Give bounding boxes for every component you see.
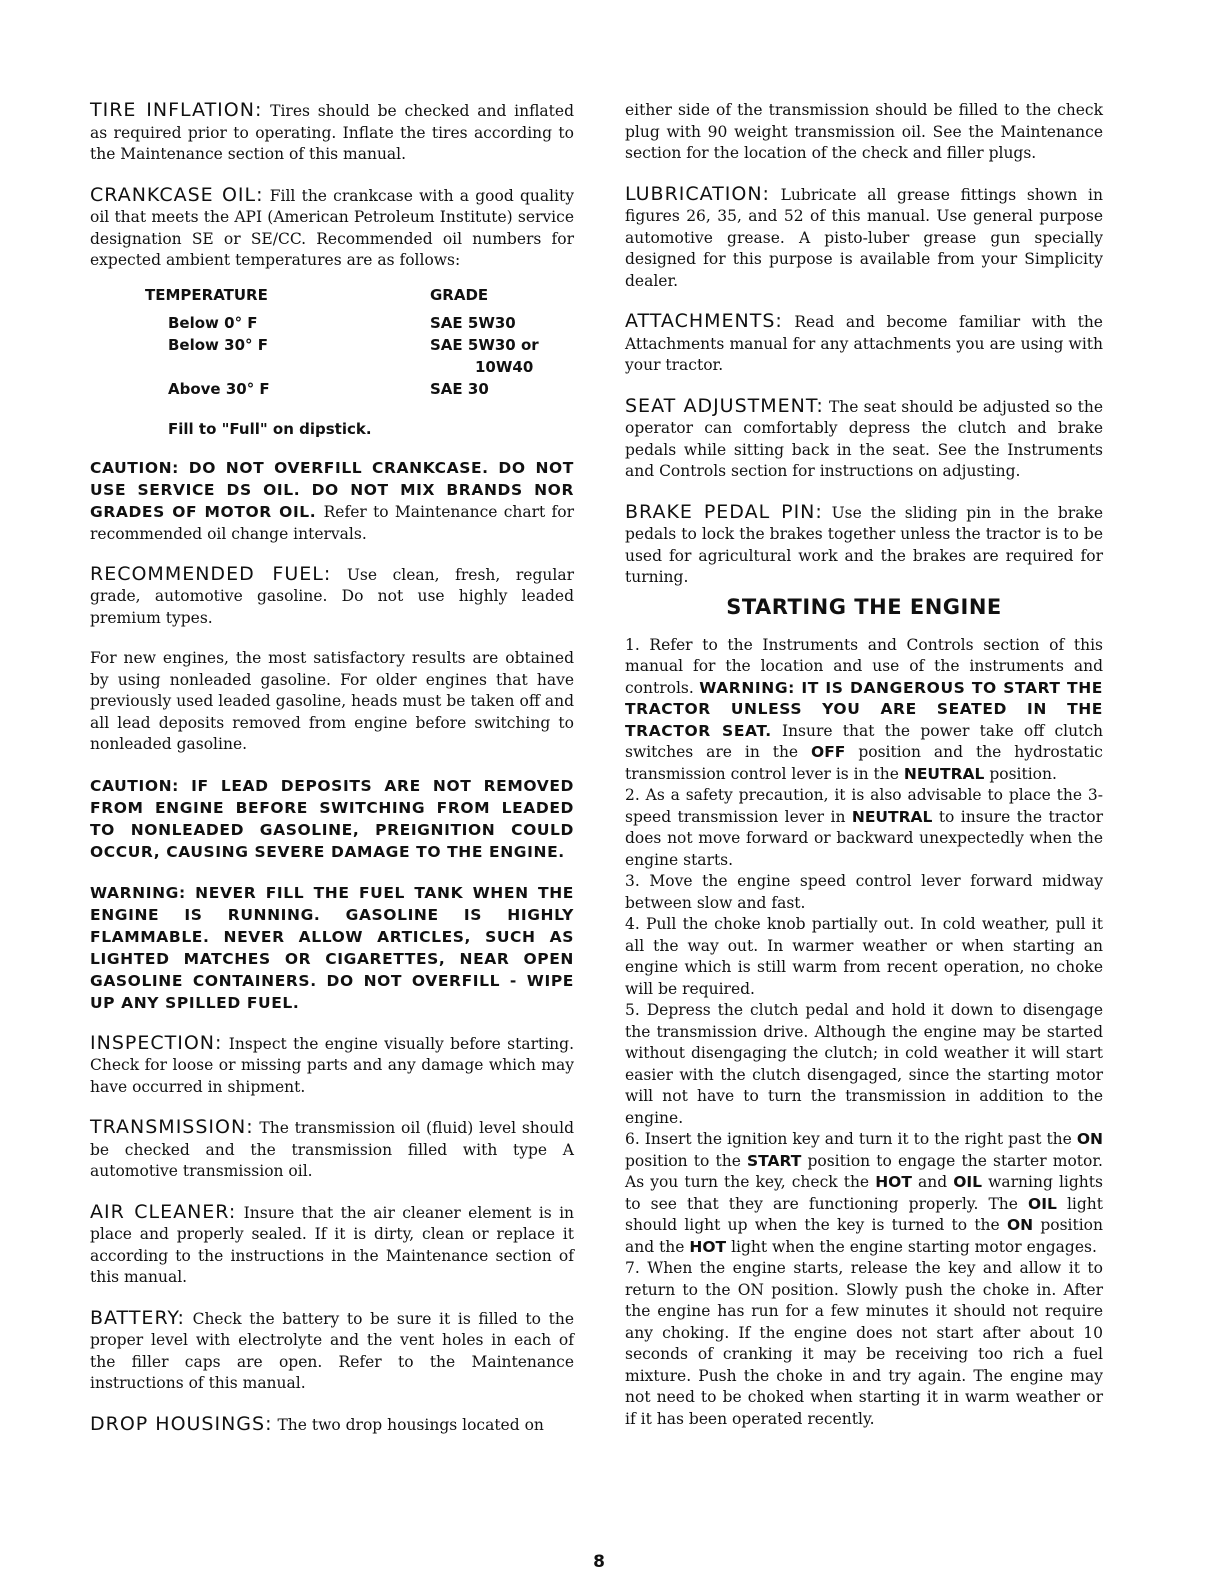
inspection-heading: INSPECTION: bbox=[90, 1031, 223, 1054]
attachments-text: Read and become familiar with the Attachments manual for any attachments you are using with your tractor. bbox=[625, 313, 1103, 374]
caution-crankcase-text: Refer to Maintenance chart for recommended oil change intervals. bbox=[90, 502, 575, 543]
seat-adjustment-text: The seat should be adjusted so the operator can comfortably depress the clutch and brake pedals while sitting back in the seat. See the Instruments and Controls section for instructions on adjusting. bbox=[625, 397, 1103, 480]
battery-section bbox=[90, 1308, 574, 1395]
lubrication-heading: LUBRICATION: bbox=[625, 182, 770, 205]
crankcase-oil-heading: CRANKCASE OIL: bbox=[90, 183, 264, 206]
tire-inflation-heading: TIRE INFLATION: bbox=[90, 99, 263, 121]
starting-step-4: 4. Pull the choke knob partially out. In cold weather, pull it all the way out. In warmer weather or when starting an engine which is still warm from recent operation, no choke will be required. bbox=[625, 915, 1103, 998]
caution-crankcase bbox=[90, 457, 574, 545]
attachments-section bbox=[625, 311, 1103, 377]
transmission-text: The transmission oil (fluid) level should be checked and the transmission filled with type A automotive transmission oil. bbox=[90, 1119, 574, 1180]
warning-seated: WARNING: IT IS DANGEROUS TO START THE TRACTOR UNLESS YOU ARE SEATED IN THE TRACTOR SEAT. bbox=[625, 678, 1103, 740]
recommended-fuel-text: Use clean, fresh, regular grade, automotive gasoline. Do not use highly leaded premium types. bbox=[90, 565, 574, 627]
inspection-section bbox=[90, 1033, 574, 1099]
starting-the-engine-heading: STARTING THE ENGINE bbox=[726, 594, 1002, 619]
warning-fuel-tank: WARNING: NEVER FILL THE FUEL TANK WHEN THE ENGINE IS RUNNING. GASOLINE IS HIGHLY FLAMMABLE. NEVER ALLOW ARTICLES, SUCH AS LIGHTED MATCHES OR CIGARETTES, NEAR OPEN GASOLINE CONTAINERS. DO NOT OVERFILL - WIPE UP ANY SPILLED FUEL. bbox=[90, 883, 574, 1012]
starting-step-3: 3. Move the engine speed control lever forward midway between slow and fast. bbox=[625, 872, 1103, 912]
seat-adjustment-section bbox=[625, 396, 1103, 483]
drop-housings-heading: DROP HOUSINGS: bbox=[90, 1412, 273, 1435]
air-cleaner-section bbox=[90, 1202, 574, 1289]
lubrication-text: Lubricate all grease fittings shown in figures 26, 35, and 52 of this manual. Use general purpose automotive grease. A pisto-luber grease gun specially designed for this purpose is available from your Simplicity dealer. bbox=[625, 185, 1103, 290]
tire-inflation-section bbox=[90, 100, 574, 166]
caution-crankcase-caps: CAUTION: DO NOT OVERFILL CRANKCASE. DO NOT USE SERVICE DS OIL. DO NOT MIX BRANDS NOR GRADES OF MOTOR OIL. bbox=[90, 458, 574, 521]
dipstick-note: Fill to "Full" on dipstick. bbox=[168, 419, 372, 438]
seat-adjustment-heading: SEAT ADJUSTMENT: bbox=[625, 394, 824, 417]
table-row: Above 30° F SAE 30 bbox=[168, 379, 489, 398]
grade-header: GRADE bbox=[430, 285, 489, 304]
drop-housings-continued: either side of the transmission should be filled to the check plug with 90 weight transmission oil. See the Maintenance section for the location of the check and filler plugs. bbox=[625, 101, 1103, 162]
crankcase-oil-section bbox=[90, 185, 574, 272]
tire-inflation-text: Tires should be checked and inflated as required prior to operating. Inflate the tires according to the Maintenance section of this manual. bbox=[90, 102, 574, 163]
crankcase-oil-text: Fill the crankcase with a good quality oil that meets the API (American Petroleum Institute) service designation SE or SE/CC. Recommended oil numbers for expected ambient temperatures are as follows: bbox=[90, 186, 574, 269]
lubrication-section bbox=[625, 184, 1103, 293]
table-row: 10W40 bbox=[475, 357, 534, 376]
temperature-header: TEMPERATURE bbox=[145, 285, 268, 304]
transmission-heading: TRANSMISSION: bbox=[90, 1116, 254, 1138]
table-row: Below 0° F SAE 5W30 bbox=[168, 313, 516, 332]
drop-housings-text: The two drop housings located on bbox=[277, 1415, 544, 1434]
starting-step-2: 2. As a safety precaution, it is also advisable to place the 3-speed transmission lever in NEUTRAL to insure the tractor does not move forward or backward unexpectedly when the engine starts. bbox=[625, 786, 1103, 869]
drop-housings-section bbox=[90, 1414, 574, 1437]
air-cleaner-text: Insure that the air cleaner element is in place and properly sealed. If it is dirty, clean or replace it according to the instructions in the Maintenance section of this manual. bbox=[90, 1203, 575, 1286]
left-column bbox=[90, 100, 574, 1436]
recommended-fuel-heading: RECOMMENDED FUEL: bbox=[90, 562, 332, 585]
attachments-heading: ATTACHMENTS: bbox=[625, 310, 783, 332]
transmission-section bbox=[90, 1117, 574, 1183]
right-column bbox=[625, 100, 1103, 1430]
oil-grade-table bbox=[145, 284, 539, 400]
brake-pedal-pin-heading: BRAKE PEDAL PIN: bbox=[625, 500, 823, 523]
starting-step-5: 5. Depress the clutch pedal and hold it down to disengage the transmission drive. Although the engine may be started without disengaging the clutch; in cold weather it will start easier with the clutch disengaged, since the starting motor will not have to turn the transmission in addition to the engine. bbox=[625, 1001, 1103, 1127]
starting-step-1: 1. Refer to the Instruments and Controls section of this manual for the location and use of the instruments and controls. WARNING: IT IS DANGEROUS TO START THE TRACTOR UNLESS YOU ARE SEATED IN THE TRACTOR SEAT. Insure that the power take off clutch switches are in the OFF position and the hydrostatic transmission control lever is in the NEUTRAL position. bbox=[625, 635, 1103, 783]
nonleaded-paragraph: For new engines, the most satisfactory results are obtained by using nonleaded gasoline. For older engines that have previously used leaded gasoline, heads must be taken off and all lead deposits removed from engine before switching to nonleaded gasoline. bbox=[90, 649, 574, 753]
page-number: 8 bbox=[593, 1552, 605, 1572]
battery-text: Check the battery to be sure it is filled to the proper level with electrolyte and the vent holes in each of the filler caps are open. Refer to the Maintenance instructions of this manual. bbox=[90, 1309, 574, 1392]
table-row: Below 30° F SAE 5W30 or bbox=[168, 335, 539, 354]
recommended-fuel-section bbox=[90, 564, 574, 630]
brake-pedal-pin-text: Use the sliding pin in the brake pedals to lock the brakes together unless the tractor is to be used for agricultural work and the brakes are required for turning. bbox=[625, 503, 1103, 586]
starting-step-6: 6. Insert the ignition key and turn it to the right past the ON position to the START position to engage the starter motor. As you turn the key, check the HOT and OIL warning lights to see that they are functioning properly. The OIL light should light up when the key is turned to the ON position and the HOT light when the engine starting motor engages. bbox=[625, 1130, 1104, 1256]
inspection-text: Inspect the engine visually before starting. Check for loose or missing parts and any damage which may have occurred in shipment. bbox=[90, 1034, 574, 1096]
brake-pedal-pin-section bbox=[625, 502, 1103, 589]
battery-heading: BATTERY: bbox=[90, 1306, 185, 1329]
starting-step-7: 7. When the engine starts, release the key and allow it to return to the ON position. Slowly push the choke in. After the engine has run for a few minutes it should not require any choking. If the engine does not start after about 10 seconds of cranking it may be receiving too rich a fuel mixture. Push the choke in and try again. The engine may not need to be choked when starting it in warm weather or if it has been operated recently. bbox=[625, 1259, 1103, 1428]
caution-lead-deposits: CAUTION: IF LEAD DEPOSITS ARE NOT REMOVED FROM ENGINE BEFORE SWITCHING FROM LEADED TO NONLEADED GASOLINE, PREIGNITION COULD OCCUR, CAUSING SEVERE DAMAGE TO THE ENGINE. bbox=[90, 776, 574, 861]
air-cleaner-heading: AIR CLEANER: bbox=[90, 1200, 237, 1223]
